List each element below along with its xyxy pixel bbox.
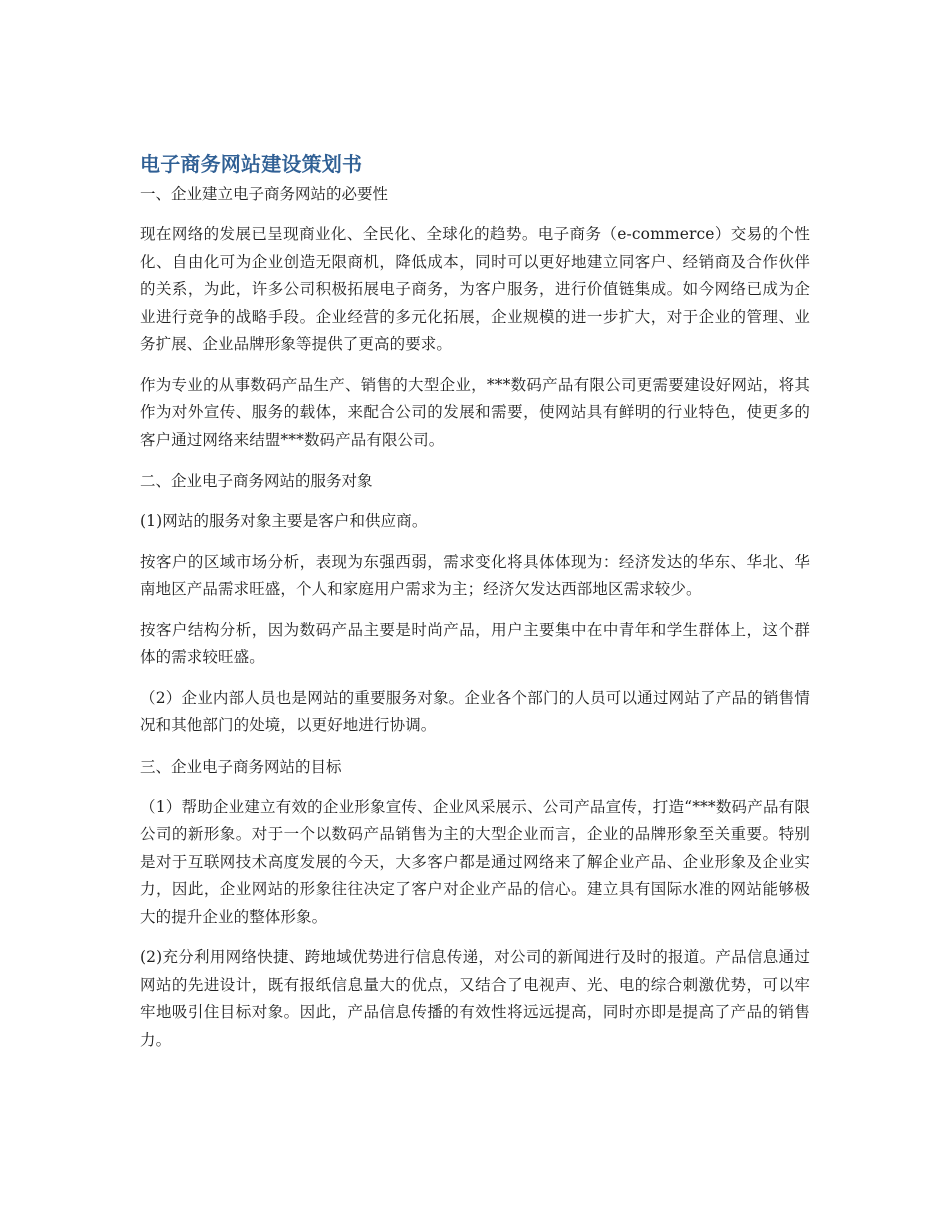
paragraph: 按客户的区域市场分析，表现为东强西弱，需求变化将具体体现为：经济发达的华东、华北、华南地区产品需求旺盛，个人和家庭用户需求为主；经济欠发达西部地区需求较少。 (140, 552, 810, 598)
paragraph: 作为专业的从事数码产品生产、销售的大型企业，***数码产品有限公司更需要建设好网站，将其作为对外宣传、服务的载体，来配合公司的发展和需要，使网站具有鲜明的行业特色，使更多的客户通过网络来结盟***数码产品有限公司。 (140, 375, 810, 449)
paragraph: 按客户结构分析，因为数码产品主要是时尚产品，用户主要集中在中青年和学生群体上，这个群体的需求较旺盛。 (140, 620, 810, 666)
paragraph: （2）企业内部人员也是网站的重要服务对象。企业各个部门的人员可以通过网站了产品的销售情况和其他部门的处境，以更好地进行协调。 (140, 688, 810, 734)
paragraph: (1)网站的服务对象主要是客户和供应商。 (140, 512, 428, 530)
paragraph: 现在网络的发展已呈现商业化、全民化、全球化的趋势。电子商务（e-commerce）交易的个性化、自由化可为企业创造无限商机，降低成本，同时可以更好地建立同客户、经销商及合作伙伴的关系，为此，许多公司积极拓展电子商务，为客户服务，进行价值链集成。如今网络已成为企业进行竞争的战略手段。企业经营的多元化拓展，企业规模的进一步扩大，对于企业的管理、业务扩展、企业品牌形象等提供了更高的要求。 (140, 225, 810, 353)
section-heading-goals: 三、企业电子商务网站的目标 (140, 757, 342, 776)
document-title: 电子商务网站建设策划书 (140, 152, 363, 176)
paragraph: (2)充分利用网络快捷、跨地域优势进行信息传递，对公司的新闻进行及时的报道。产品信息通过网站的先进设计，既有报纸信息量大的优点，又结合了电视声、光、电的综合刺激优势，可以牢牢地吸引住目标对象。因此，产品信息传播的有效性将远远提高，同时亦即是提高了产品的销售力。 (140, 948, 810, 1049)
section-heading-service-targets: 二、企业电子商务网站的服务对象 (140, 472, 373, 490)
document-page (140, 150, 810, 1067)
section-heading-necessity: 一、企业建立电子商务网站的必要性 (140, 185, 389, 203)
paragraph: （1）帮助企业建立有效的企业形象宣传、企业风采展示、公司产品宣传，打造“***数码产品有限公司的新形象。对于一个以数码产品销售为主的大型企业而言，企业的品牌形象至关重要。特别是对于互联网技术高度发展的今天，大多客户都是通过网络来了解企业产品、企业形象及企业实力，因此，企业网站的形象往往决定了客户对企业产品的信心。建立具有国际水准的网站能够极大的提升企业的整体形象。 (140, 797, 810, 926)
